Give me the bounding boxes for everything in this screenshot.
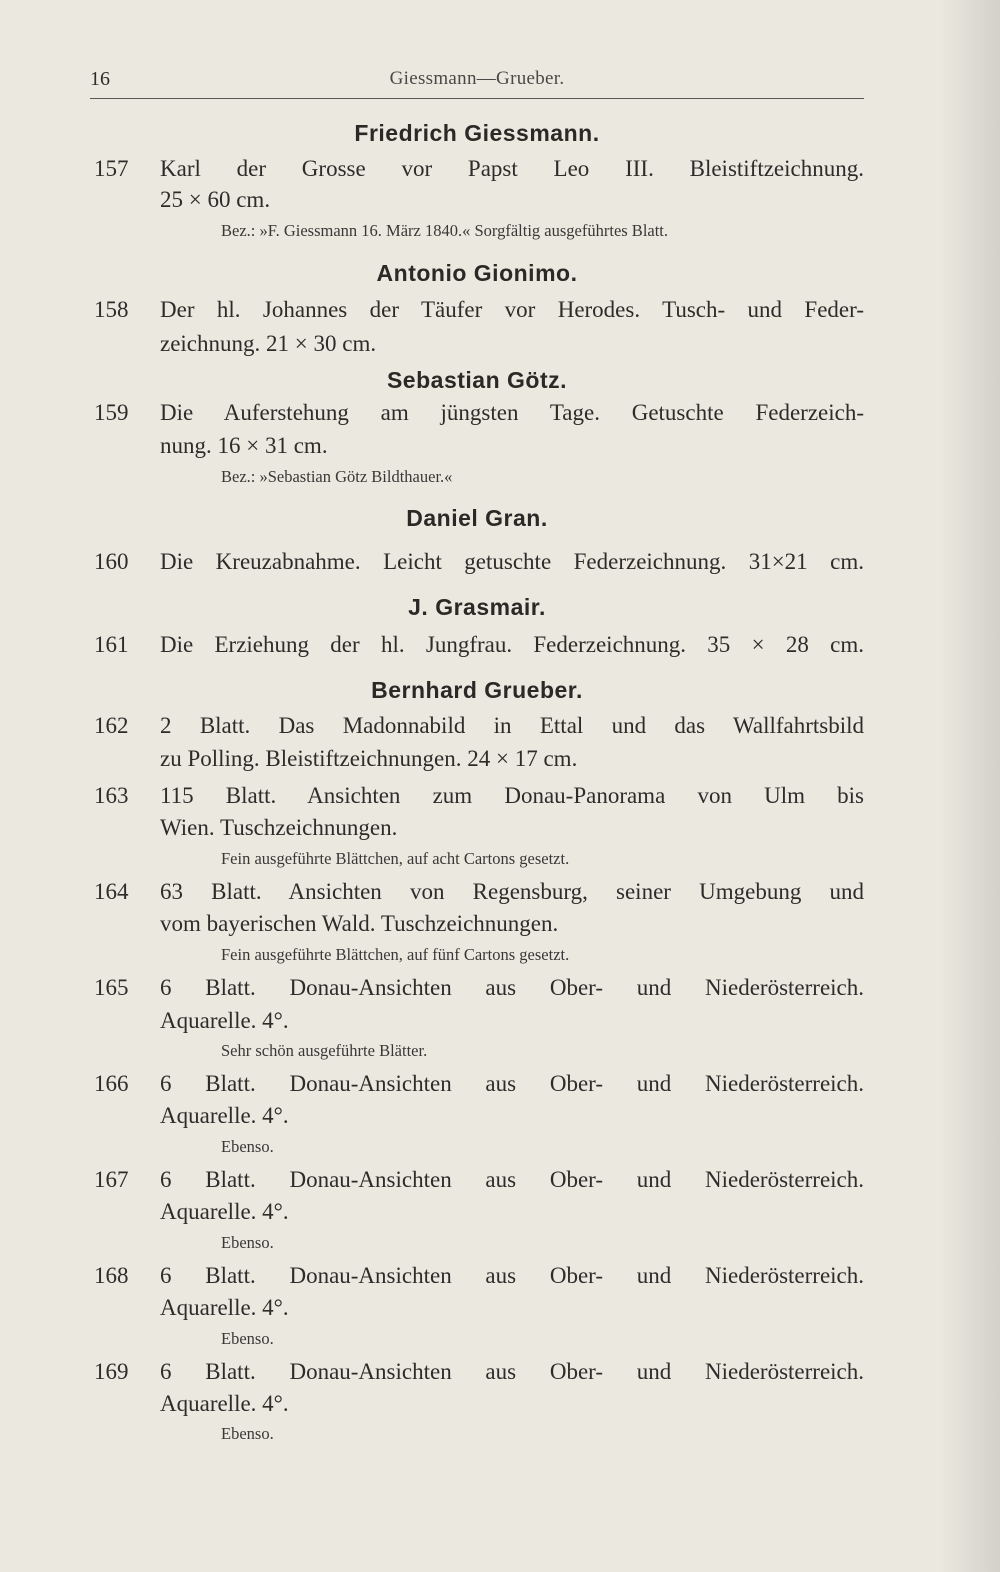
artist-heading: Antonio Gionimo. bbox=[376, 260, 578, 286]
entry-text: Aquarelle. 4°. bbox=[160, 1391, 289, 1416]
entry-number: 159 bbox=[94, 400, 129, 425]
entry-text: Karl der Grosse vor Papst Leo III. Bleistiftzeichnung. bbox=[160, 156, 864, 181]
entry-text: Die Erziehung der hl. Jungfrau. Federzeichnung. 35 × 28 cm. bbox=[160, 632, 864, 657]
entry-number: 158 bbox=[94, 297, 129, 322]
entry-text: 6 Blatt. Donau-Ansichten aus Ober- und Niederösterreich. bbox=[160, 1071, 864, 1096]
entry-text: 63 Blatt. Ansichten von Regensburg, seiner Umgebung und bbox=[160, 879, 864, 904]
entry-text: 6 Blatt. Donau-Ansichten aus Ober- und Niederösterreich. bbox=[160, 1263, 864, 1288]
artist-heading: Friedrich Giessmann. bbox=[354, 120, 600, 146]
entry-text: Aquarelle. 4°. bbox=[160, 1295, 289, 1320]
artist-heading: Daniel Gran. bbox=[406, 505, 548, 531]
entry-text: Aquarelle. 4°. bbox=[160, 1103, 289, 1128]
entry-number: 168 bbox=[94, 1263, 129, 1288]
entry-text: zeichnung. 21 × 30 cm. bbox=[160, 331, 377, 356]
entry-number: 164 bbox=[94, 879, 129, 904]
header-rule bbox=[90, 98, 864, 99]
entry-number: 157 bbox=[94, 156, 129, 181]
entry-text: Wien. Tuschzeichnungen. bbox=[160, 815, 398, 840]
entry-note: Ebenso. bbox=[221, 1137, 274, 1156]
entry-text: Die Kreuzabnahme. Leicht getuschte Federzeichnung. 31×21 cm. bbox=[160, 549, 864, 574]
entry-number: 165 bbox=[94, 975, 129, 1000]
entry-number: 161 bbox=[94, 632, 129, 657]
entry-text: nung. 16 × 31 cm. bbox=[160, 433, 328, 458]
entry-text: 6 Blatt. Donau-Ansichten aus Ober- und Niederösterreich. bbox=[160, 975, 864, 1000]
entry-note: Sehr schön ausgeführte Blätter. bbox=[221, 1041, 428, 1060]
entry-number: 162 bbox=[94, 713, 129, 738]
entry-text: 25 × 60 cm. bbox=[160, 187, 271, 212]
entry-number: 163 bbox=[94, 783, 129, 808]
entry-text: Der hl. Johannes der Täufer vor Herodes. Tusch- und Feder- bbox=[160, 297, 864, 322]
entry-text: 6 Blatt. Donau-Ansichten aus Ober- und Niederösterreich. bbox=[160, 1359, 864, 1384]
entry-number: 166 bbox=[94, 1071, 129, 1096]
entry-text: Die Auferstehung am jüngsten Tage. Getuschte Federzeich- bbox=[160, 400, 864, 425]
running-title: Giessmann—Grueber. bbox=[389, 68, 565, 89]
entry-text: 6 Blatt. Donau-Ansichten aus Ober- und Niederösterreich. bbox=[160, 1167, 864, 1192]
running-head bbox=[90, 68, 864, 98]
entry-text: Aquarelle. 4°. bbox=[160, 1008, 289, 1033]
entry-note: Ebenso. bbox=[221, 1233, 274, 1252]
entry-text: 2 Blatt. Das Madonnabild in Ettal und das Wallfahrtsbild bbox=[160, 713, 864, 738]
entry-note: Ebenso. bbox=[221, 1424, 274, 1443]
entry-number: 160 bbox=[94, 549, 129, 574]
artist-heading: Sebastian Götz. bbox=[386, 367, 568, 393]
entry-note: Bez.: »Sebastian Götz Bildthauer.« bbox=[221, 467, 453, 486]
entry-note: Ebenso. bbox=[221, 1329, 274, 1348]
artist-heading: Bernhard Grueber. bbox=[371, 677, 583, 703]
page-number: 16 bbox=[90, 68, 110, 90]
entry-text: 115 Blatt. Ansichten zum Donau-Panorama von Ulm bis bbox=[160, 783, 864, 808]
entry-note: Fein ausgeführte Blättchen, auf fünf Cartons gesetzt. bbox=[221, 945, 570, 964]
artist-heading: J. Grasmair. bbox=[408, 594, 546, 620]
entry-text: vom bayerischen Wald. Tuschzeichnungen. bbox=[160, 911, 559, 936]
entry-number: 167 bbox=[94, 1167, 129, 1192]
entry-note: Fein ausgeführte Blättchen, auf acht Cartons gesetzt. bbox=[221, 849, 570, 868]
entry-note: Bez.: »F. Giessmann 16. März 1840.« Sorgfältig ausgeführtes Blatt. bbox=[221, 221, 669, 240]
entry-text: Aquarelle. 4°. bbox=[160, 1199, 289, 1224]
entry-number: 169 bbox=[94, 1359, 129, 1384]
entry-text: zu Polling. Bleistiftzeichnungen. 24 × 17 cm. bbox=[160, 746, 578, 771]
page-edge-shadow bbox=[940, 0, 1000, 1572]
